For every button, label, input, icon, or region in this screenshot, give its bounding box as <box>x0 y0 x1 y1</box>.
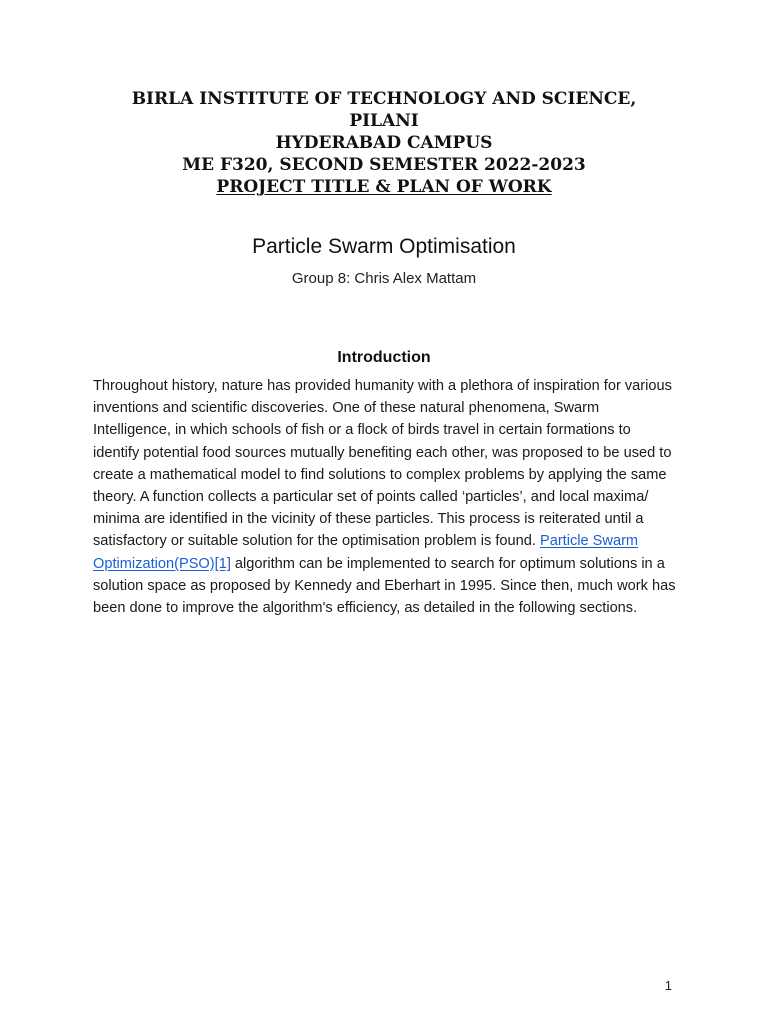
page-number: 1 <box>664 978 672 993</box>
group-info: Group 8: Chris Alex Mattam <box>291 270 477 287</box>
pso-reference-link[interactable]: Particle Swarm Optimization(PSO)[1] <box>93 533 639 572</box>
project-plan-heading: PROJECT TITLE & PLAN OF WORK <box>216 177 552 197</box>
institution-header <box>0 88 768 198</box>
introduction-paragraph <box>93 375 677 619</box>
introduction-text-part1: Throughout history, nature has provided humanity with a plethora of inspiration for various inventions and scientific discoveries. One of these natural phenomena, Swarm Intelligence, in which schools of fish or a flock of birds travel in certain formations to identify potential food sources mutually benefiting each other, was proposed to be used to create a mathematical model to find solutions to complex problems by applying the same theory. A function collects a particular set of points called ‘particles’, and local maxima/ minima are identified in the vicinity of these particles. This process is reiterated until a satisfactory or suitable solution for the optimisation problem is found. <box>93 378 672 550</box>
introduction-heading: Introduction <box>337 349 431 366</box>
institution-name-line1: BIRLA INSTITUTE OF TECHNOLOGY AND SCIENCE, <box>131 89 637 109</box>
campus-name: HYDERABAD CAMPUS <box>275 133 493 153</box>
institution-name-line2: PILANI <box>349 111 419 131</box>
course-semester: ME F320, SECOND SEMESTER 2022-2023 <box>182 155 586 175</box>
introduction-text-part2: algorithm can be implemented to search for optimum solutions in a solution space as proposed by Kennedy and Eberhart in 1995. Since then, much work has been done to improve the algorithm's efficiency, as detailed in the following sections. <box>93 555 676 617</box>
document-title: Particle Swarm Optimisation <box>252 235 516 258</box>
